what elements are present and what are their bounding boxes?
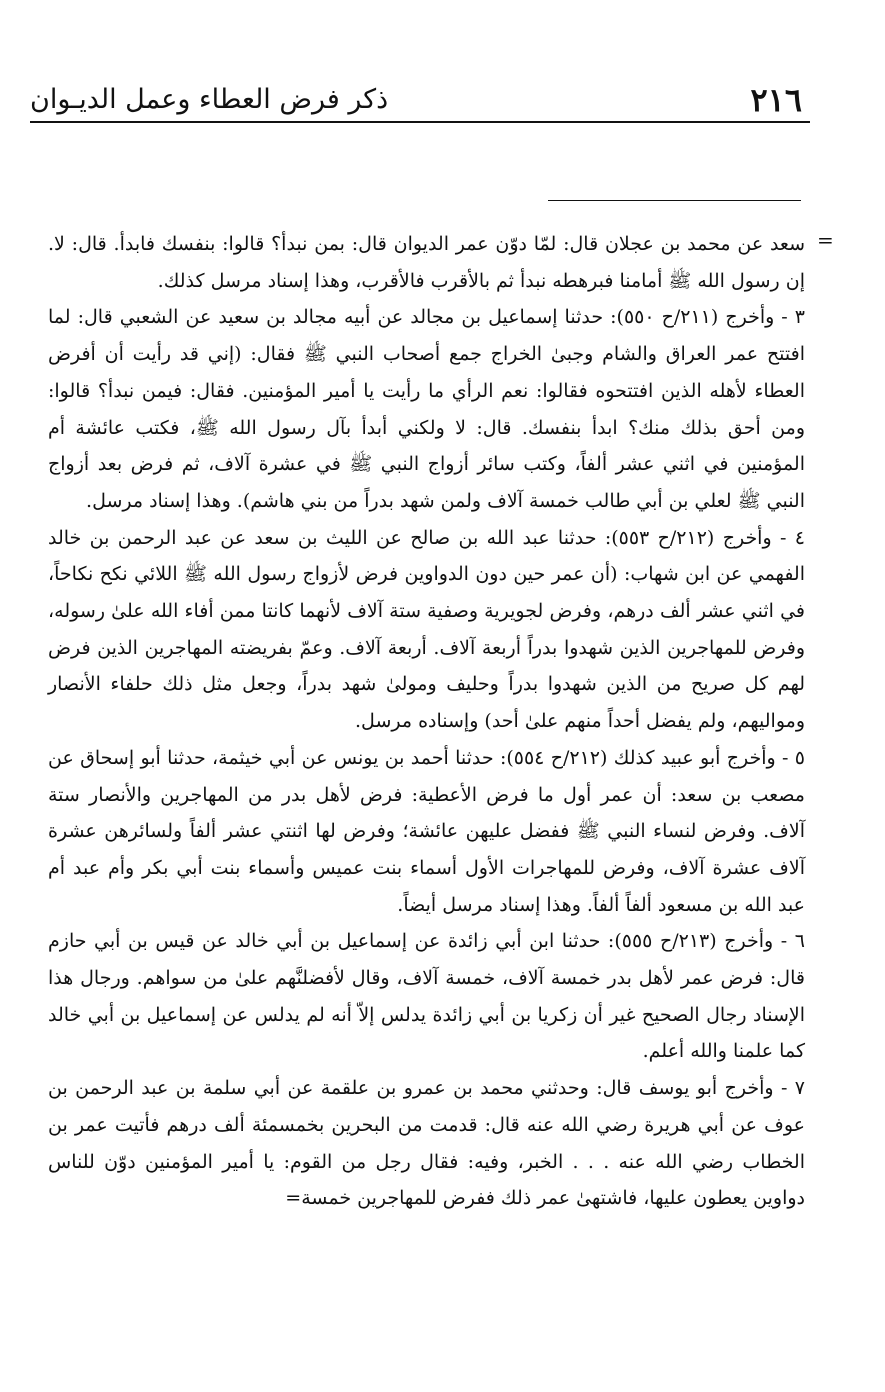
paragraph-7: [48, 1070, 805, 1217]
paragraph-7-text: ٧ - وأخرج أبو يوسف قال: وحدثني محمد بن عمرو بن علقمة عن أبي سلمة بن عبد الرحمن بن عوف عن أبي هريرة رضي الله عنه قال: قدمت من البحرين بخمسمئة ألف درهم فأتيت عمر بن الخطاب رضي الله عنه . . . الخبر، وفيه: فقال رجل من القوم: يا أمير المؤمنين دوّن للناس دواوين يعطون عليها، فاشتهىٰ عمر ذلك ففرض للمهاجرين خمسة: [48, 1077, 805, 1210]
footnote-separator: [548, 200, 801, 201]
paragraph-4: ٤ - وأخرج (٢١٢/ح ٥٥٣): حدثنا عبد الله بن صالح عن الليث بن سعد عن عبد الرحمن بن خالد الفهمي عن ابن شهاب: (أن عمر حين دون الدواوين فرض لأزواج رسول الله ﷺ اللائي نكح نكاحاً، في اثني عشر ألف درهم، وفرض لجويرية وصفية ستة آلاف لأنهما كانتا ممن أفاء الله علىٰ رسوله، وفرض للمهاجرين الذين شهدوا بدراً أربعة آلاف. أربعة آلاف. وعمّ بفريضته المهاجرين الذين فرض لهم كل صريح من الذين شهدوا بدراً وحليف ومولىٰ شهد بدراً، وجعل مثل ذلك حلفاء الأنصار ومواليهم، ولم يفضل أحداً منهم علىٰ أحد) وإسناده مرسل.: [48, 526, 805, 733]
paragraph-5: ٥ - وأخرج أبو عبيد كذلك (٢١٢/ح ٥٥٤): حدثنا أحمد بن يونس عن أبي خيثمة، حدثنا أبو إسحاق عن مصعب بن سعد: أن عمر أول ما فرض الأعطية: فرض لأهل بدر من المهاجرين والأنصار ستة آلاف. وفرض لنساء النبي ﷺ ففضل عليهن عائشة؛ وفرض لها اثنتي عشر ألفاً ولسائرهن عشرة آلاف عشرة آلاف، وفرض للمهاجرات الأول أسماء بنت عميس وأسماء بنت أبي بكر وأم عبد أم عبد الله بن مسعود ألفاً ألفاً. وهذا إسناد مرسل أيضاً.: [48, 746, 805, 916]
paragraph-continuation: سعد عن محمد بن عجلان قال: لمّا دوّن عمر الديوان قال: بمن نبدأ؟ قالوا: بنفسك فابدأ. قال: لا. إن رسول الله ﷺ أمامنا فبرهطه نبدأ ثم بالأقرب فالأقرب، وهذا إسناد مرسل كذلك.: [48, 233, 805, 292]
running-header-title: ذكر فرض العطاء وعمل الديـوان: [30, 84, 389, 115]
continuation-mark: =: [817, 228, 834, 252]
paragraph-6: ٦ - وأخرج (٢١٣/ح ٥٥٥): حدثنا ابن أبي زائدة عن إسماعيل بن أبي خالد عن قيس بن أبي حازم قال: فرض عمر لأهل بدر خمسة آلاف، خمسة آلاف، وقال لأفضلنَّهم علىٰ من سواهم. ورجال هذا الإسناد رجال الصحيح غير أن زكريا بن أبي زائدة يدلس إلاّ أنه لم يدلس عن إسماعيل بن أبي خالد كما علمنا والله أعلم.: [48, 930, 805, 1063]
paragraph-3: ٣ - وأخرج (٢١١/ح ٥٥٠): حدثنا إسماعيل بن مجالد عن أبيه مجالد بن سعيد عن الشعبي قال: لما افتتح عمر العراق والشام وجبىٰ الخراج جمع أصحاب النبي ﷺ فقال: (إني قد رأيت أن أفرض العطاء لأهله الذين افتتحوه فقالوا: نعم الرأي ما رأيت يا أمير المؤمنين. فقال: فيمن نبدأ؟ قالوا: ومن أحق بذلك منك؟ ابدأ بنفسك. قال: لا ولكني أبدأ بآل رسول الله ﷺ، فكتب عائشة أم المؤمنين في اثني عشر ألفاً، وكتب سائر أزواج النبي ﷺ في عشرة آلاف، ثم فرض بعد أزواج النبي ﷺ لعلي بن أبي طالب خمسة آلاف ولمن شهد بدراً من بني هاشم). وهذا إسناد مرسل.: [48, 306, 805, 512]
page-number: ٢١٦: [750, 81, 802, 119]
header-rule: [30, 121, 810, 123]
end-continuation-mark: =: [285, 1187, 302, 1210]
footnote-body: [48, 226, 805, 1217]
